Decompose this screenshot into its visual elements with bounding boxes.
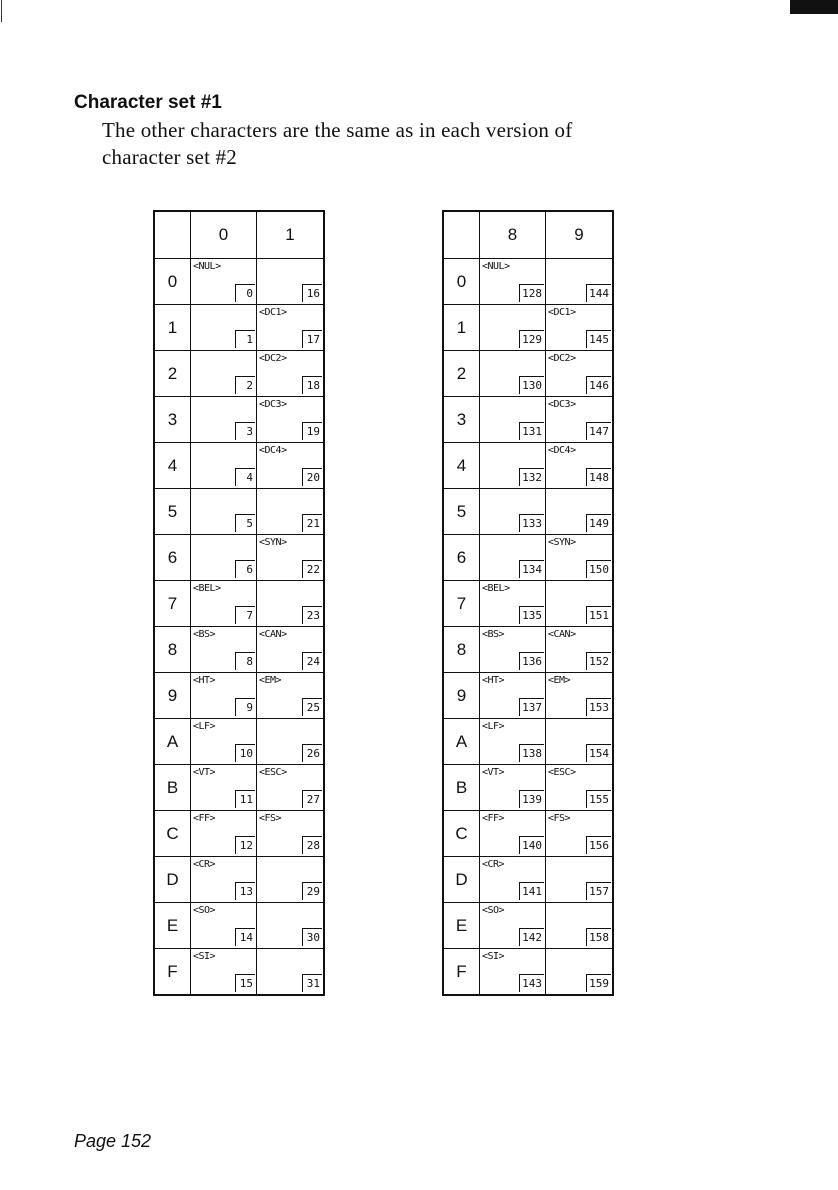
control-code-name: <EM> xyxy=(548,675,571,686)
table-row xyxy=(444,350,612,396)
control-code-name: <SI> xyxy=(193,951,216,962)
control-code-name: <VT> xyxy=(482,767,505,778)
table-row xyxy=(155,258,323,304)
character-cell xyxy=(546,719,612,764)
decimal-code: 24 xyxy=(302,652,322,670)
decimal-code: 135 xyxy=(519,606,544,624)
control-code-name: <LF> xyxy=(482,721,505,732)
table-row xyxy=(444,902,612,948)
table-row xyxy=(155,396,323,442)
control-code-name: <ESC> xyxy=(548,767,576,778)
column-header: 1 xyxy=(285,225,295,244)
control-code-name: <HT> xyxy=(193,675,216,686)
decimal-code: 138 xyxy=(519,744,544,762)
table-row xyxy=(155,442,323,488)
decimal-code: 18 xyxy=(302,376,322,394)
decimal-code: 13 xyxy=(235,882,255,900)
control-code-name: <DC2> xyxy=(259,353,287,364)
table-corner-cell xyxy=(444,212,480,258)
table-row xyxy=(155,488,323,534)
character-cell xyxy=(191,673,257,718)
table-row xyxy=(444,672,612,718)
character-cell xyxy=(257,259,323,304)
row-label: 2 xyxy=(155,351,191,396)
control-code-name: <BEL> xyxy=(482,583,510,594)
table-corner-cell xyxy=(155,212,191,258)
character-cell xyxy=(546,765,612,810)
decimal-code: 20 xyxy=(302,468,322,486)
decimal-code: 19 xyxy=(302,422,322,440)
decimal-code: 12 xyxy=(235,836,255,854)
row-label: A xyxy=(155,719,191,764)
character-cell xyxy=(191,443,257,488)
control-code-name: <DC2> xyxy=(548,353,576,364)
character-cell xyxy=(480,811,546,856)
character-cell xyxy=(257,857,323,902)
decimal-code: 5 xyxy=(235,514,255,532)
character-cell xyxy=(191,765,257,810)
table-row xyxy=(155,810,323,856)
character-cell xyxy=(480,673,546,718)
character-cell xyxy=(191,811,257,856)
decimal-code: 1 xyxy=(235,330,255,348)
decimal-code: 131 xyxy=(519,422,544,440)
control-code-name: <CR> xyxy=(193,859,216,870)
row-label: 8 xyxy=(155,627,191,672)
row-label: 4 xyxy=(155,443,191,488)
character-cell xyxy=(480,627,546,672)
row-label: B xyxy=(444,765,480,810)
row-label: 9 xyxy=(155,673,191,718)
decimal-code: 132 xyxy=(519,468,544,486)
character-cell xyxy=(191,259,257,304)
decimal-code: 21 xyxy=(302,514,322,532)
description-line: The other characters are the same as in each version of xyxy=(102,118,573,142)
decimal-code: 28 xyxy=(302,836,322,854)
table-row xyxy=(444,442,612,488)
row-label: C xyxy=(155,811,191,856)
page-number: Page 152 xyxy=(74,1131,152,1151)
character-cell xyxy=(546,581,612,626)
control-code-name: <DC3> xyxy=(548,399,576,410)
character-cell xyxy=(257,581,323,626)
character-cell xyxy=(480,949,546,994)
decimal-code: 136 xyxy=(519,652,544,670)
character-cell xyxy=(480,351,546,396)
decimal-code: 29 xyxy=(302,882,322,900)
table-row xyxy=(444,948,612,994)
table-row xyxy=(444,534,612,580)
decimal-code: 139 xyxy=(519,790,544,808)
table-row xyxy=(444,718,612,764)
character-cell xyxy=(480,259,546,304)
character-cell xyxy=(257,305,323,350)
row-label: 6 xyxy=(444,535,480,580)
table-row xyxy=(444,764,612,810)
character-cell xyxy=(257,949,323,994)
decimal-code: 156 xyxy=(586,836,611,854)
control-code-name: <DC4> xyxy=(259,445,287,456)
decimal-code: 140 xyxy=(519,836,544,854)
table-row xyxy=(155,350,323,396)
table-row xyxy=(155,856,323,902)
decimal-code: 158 xyxy=(586,928,611,946)
decimal-code: 144 xyxy=(586,284,611,302)
table-row xyxy=(155,304,323,350)
table-row xyxy=(155,672,323,718)
control-code-name: <HT> xyxy=(482,675,505,686)
character-cell xyxy=(257,627,323,672)
character-cell xyxy=(546,351,612,396)
table-row xyxy=(444,810,612,856)
character-cell xyxy=(546,489,612,534)
control-code-name: <ESC> xyxy=(259,767,287,778)
row-label: 7 xyxy=(444,581,480,626)
table-row xyxy=(155,902,323,948)
row-label: C xyxy=(444,811,480,856)
decimal-code: 27 xyxy=(302,790,322,808)
character-cell xyxy=(191,397,257,442)
character-cell xyxy=(480,535,546,580)
character-cell xyxy=(480,765,546,810)
character-cell xyxy=(546,673,612,718)
character-cell xyxy=(546,949,612,994)
control-code-name: <SO> xyxy=(482,905,505,916)
character-cell xyxy=(191,903,257,948)
decimal-code: 148 xyxy=(586,468,611,486)
character-cell xyxy=(257,673,323,718)
character-cell xyxy=(191,489,257,534)
row-label: F xyxy=(444,949,480,994)
control-code-name: <FS> xyxy=(259,813,282,824)
decimal-code: 155 xyxy=(586,790,611,808)
decimal-code: 152 xyxy=(586,652,611,670)
character-cell xyxy=(257,765,323,810)
decimal-code: 11 xyxy=(235,790,255,808)
table-row xyxy=(444,580,612,626)
control-code-name: <SYN> xyxy=(259,537,287,548)
character-cell xyxy=(191,351,257,396)
control-code-name: <FF> xyxy=(482,813,505,824)
character-cell xyxy=(257,811,323,856)
control-code-name: <CR> xyxy=(482,859,505,870)
decimal-code: 145 xyxy=(586,330,611,348)
character-table-right xyxy=(442,210,614,996)
row-label: 1 xyxy=(444,305,480,350)
control-code-name: <BS> xyxy=(193,629,216,640)
character-cell xyxy=(546,443,612,488)
character-cell xyxy=(480,443,546,488)
control-code-name: <NUL> xyxy=(482,261,510,272)
row-label: E xyxy=(444,903,480,948)
control-code-name: <SYN> xyxy=(548,537,576,548)
row-label: 5 xyxy=(155,489,191,534)
decimal-code: 141 xyxy=(519,882,544,900)
character-cell xyxy=(480,719,546,764)
decimal-code: 30 xyxy=(302,928,322,946)
table-row xyxy=(155,580,323,626)
decimal-code: 153 xyxy=(586,698,611,716)
row-label: 7 xyxy=(155,581,191,626)
character-cell xyxy=(546,627,612,672)
character-cell xyxy=(546,857,612,902)
decimal-code: 6 xyxy=(235,560,255,578)
decimal-code: 4 xyxy=(235,468,255,486)
character-cell xyxy=(191,305,257,350)
control-code-name: <BEL> xyxy=(193,583,221,594)
decimal-code: 22 xyxy=(302,560,322,578)
decimal-code: 146 xyxy=(586,376,611,394)
character-cell xyxy=(480,903,546,948)
decimal-code: 23 xyxy=(302,606,322,624)
row-label: D xyxy=(155,857,191,902)
row-label: 0 xyxy=(444,259,480,304)
control-code-name: <EM> xyxy=(259,675,282,686)
row-label: D xyxy=(444,857,480,902)
decimal-code: 7 xyxy=(235,606,255,624)
table-header-row xyxy=(444,212,612,258)
row-label: F xyxy=(155,949,191,994)
character-cell xyxy=(546,259,612,304)
character-cell xyxy=(546,305,612,350)
row-label: 8 xyxy=(444,627,480,672)
character-cell xyxy=(257,903,323,948)
control-code-name: <NUL> xyxy=(193,261,221,272)
character-cell xyxy=(257,489,323,534)
description-line: character set #2 xyxy=(102,145,237,169)
decimal-code: 9 xyxy=(235,698,255,716)
table-row xyxy=(444,488,612,534)
character-table-left xyxy=(153,210,325,996)
character-cell xyxy=(546,811,612,856)
decimal-code: 14 xyxy=(235,928,255,946)
character-cell xyxy=(257,397,323,442)
control-code-name: <FF> xyxy=(193,813,216,824)
character-cell xyxy=(480,489,546,534)
decimal-code: 25 xyxy=(302,698,322,716)
scan-edge-line xyxy=(1,0,2,22)
table-row xyxy=(444,396,612,442)
decimal-code: 142 xyxy=(519,928,544,946)
character-cell xyxy=(191,857,257,902)
table-row xyxy=(155,764,323,810)
character-cell xyxy=(546,397,612,442)
character-cell xyxy=(480,397,546,442)
character-cell xyxy=(191,535,257,580)
row-label: 5 xyxy=(444,489,480,534)
control-code-name: <DC1> xyxy=(259,307,287,318)
character-cell xyxy=(257,535,323,580)
table-row xyxy=(155,626,323,672)
decimal-code: 31 xyxy=(302,974,322,992)
table-header-row xyxy=(155,212,323,258)
character-cell xyxy=(546,903,612,948)
control-code-name: <VT> xyxy=(193,767,216,778)
decimal-code: 149 xyxy=(586,514,611,532)
table-row xyxy=(444,258,612,304)
column-header: 0 xyxy=(191,212,257,258)
decimal-code: 130 xyxy=(519,376,544,394)
character-cell xyxy=(257,351,323,396)
control-code-name: <DC3> xyxy=(259,399,287,410)
decimal-code: 151 xyxy=(586,606,611,624)
decimal-code: 159 xyxy=(586,974,611,992)
table-row xyxy=(155,948,323,994)
table-row xyxy=(155,718,323,764)
decimal-code: 10 xyxy=(235,744,255,762)
decimal-code: 157 xyxy=(586,882,611,900)
decimal-code: 137 xyxy=(519,698,544,716)
control-code-name: <DC1> xyxy=(548,307,576,318)
column-header: 8 xyxy=(480,212,546,258)
decimal-code: 17 xyxy=(302,330,322,348)
row-label: 6 xyxy=(155,535,191,580)
character-cell xyxy=(257,443,323,488)
row-label: 0 xyxy=(155,259,191,304)
decimal-code: 147 xyxy=(586,422,611,440)
decimal-code: 3 xyxy=(235,422,255,440)
scan-corner-mark xyxy=(790,0,838,14)
row-label: A xyxy=(444,719,480,764)
control-code-name: <CAN> xyxy=(259,629,287,640)
table-row xyxy=(155,534,323,580)
decimal-code: 154 xyxy=(586,744,611,762)
character-cell xyxy=(480,305,546,350)
character-cell xyxy=(191,581,257,626)
row-label: E xyxy=(155,903,191,948)
control-code-name: <CAN> xyxy=(548,629,576,640)
control-code-name: <SI> xyxy=(482,951,505,962)
row-label: 4 xyxy=(444,443,480,488)
decimal-code: 16 xyxy=(302,284,322,302)
control-code-name: <FS> xyxy=(548,813,571,824)
decimal-code: 128 xyxy=(519,284,544,302)
character-cell xyxy=(257,719,323,764)
decimal-code: 129 xyxy=(519,330,544,348)
decimal-code: 134 xyxy=(519,560,544,578)
control-code-name: <BS> xyxy=(482,629,505,640)
column-header: 9 xyxy=(574,225,584,244)
row-label: 9 xyxy=(444,673,480,718)
character-cell xyxy=(191,719,257,764)
row-label: 3 xyxy=(444,397,480,442)
character-cell xyxy=(191,627,257,672)
table-row xyxy=(444,626,612,672)
character-cell xyxy=(546,535,612,580)
control-code-name: <LF> xyxy=(193,721,216,732)
section-title: Character set #1 xyxy=(74,92,222,113)
section-description xyxy=(102,117,742,171)
character-cell xyxy=(480,581,546,626)
table-row xyxy=(444,304,612,350)
row-label: 3 xyxy=(155,397,191,442)
decimal-code: 15 xyxy=(235,974,255,992)
decimal-code: 150 xyxy=(586,560,611,578)
character-cell xyxy=(191,949,257,994)
decimal-code: 8 xyxy=(235,652,255,670)
control-code-name: <SO> xyxy=(193,905,216,916)
row-label: B xyxy=(155,765,191,810)
decimal-code: 26 xyxy=(302,744,322,762)
row-label: 1 xyxy=(155,305,191,350)
decimal-code: 2 xyxy=(235,376,255,394)
decimal-code: 133 xyxy=(519,514,544,532)
decimal-code: 0 xyxy=(235,284,255,302)
decimal-code: 143 xyxy=(519,974,544,992)
table-row xyxy=(444,856,612,902)
control-code-name: <DC4> xyxy=(548,445,576,456)
character-cell xyxy=(480,857,546,902)
row-label: 2 xyxy=(444,351,480,396)
